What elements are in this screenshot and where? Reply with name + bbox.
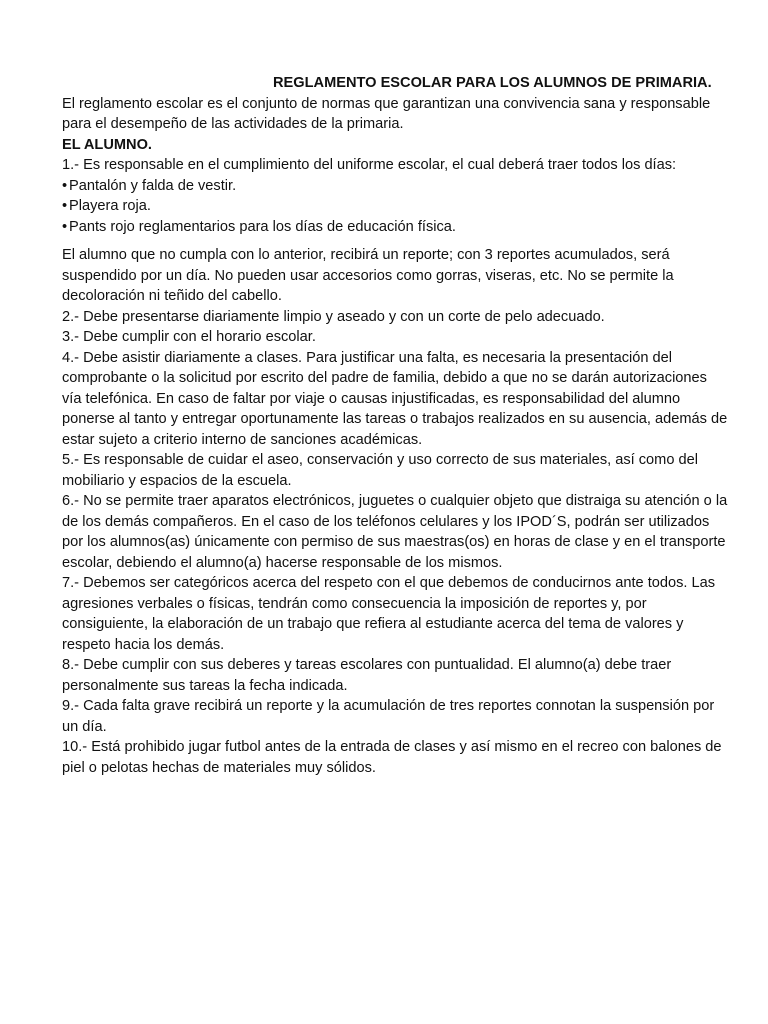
rule-2: 2.- Debe presentarse diariamente limpio y aseado y con un corte de pelo adecuado. xyxy=(62,308,605,325)
rule-9: 9.- Cada falta grave recibirá un reporte y la acumulación de tres reportes connotan la suspensión por un día. xyxy=(62,698,715,735)
bullet-icon: • xyxy=(62,198,68,214)
bullet-item: • Pants rojo reglamentarios para los días de educación física. xyxy=(62,217,730,238)
rule-1-followup: El alumno que no cumpla con lo anterior, recibirá un reporte; con 3 reportes acumulados, será suspendido por un día. No pueden usar accesorios como gorras, viseras, etc. No se permite la decoloración ni teñido del cabello. xyxy=(62,247,674,304)
rule-6: 6.- No se permite traer aparatos electrónicos, juguetes o cualquier objeto que distraiga su atención o la de los demás compañeros. En el caso de los teléfonos celulares y los IPOD´S, podrán ser utilizados por los alumnos(as) únicamente con permiso de sus maestras(os) en horas de clase y en el transporte escolar, debiendo el alumno(a) hacerse responsable de los mismos. xyxy=(62,493,728,571)
rule-8: 8.- Debe cumplir con sus deberes y tareas escolares con puntualidad. El alumno(a) debe traer personalmente sus tareas la fecha indicada. xyxy=(62,657,672,694)
rule-3: 3.- Debe cumplir con el horario escolar. xyxy=(62,329,316,345)
section-heading: EL ALUMNO. xyxy=(62,136,152,153)
rule-7: 7.- Debemos ser categóricos acerca del respeto con el que debemos de conducirnos ante todos. Las agresiones verbales o físicas, tendrán como consecuencia la imposición de reportes y, por consiguiente, la elaboración de un trabajo que refiera al estudiante acerca del tema de valores y respeto hacia los demás. xyxy=(62,575,716,653)
document-title: REGLAMENTO ESCOLAR PARA LOS ALUMNOS DE PRIMARIA. xyxy=(273,75,712,91)
rule-4: 4.- Debe asistir diariamente a clases. Para justificar una falta, es necesaria la presentación del comprobante o la solicitud por escrito del padre de familia, debido a que no se darán autorizaciones vía telefónica. En caso de faltar por viaje o causas injustificadas, es responsabilidad del alumno ponerse al tanto y entregar oportunamente las tareas o trabajos realizados en su ausencia, además de estar sujeto a criterio interno de sanciones académicas. xyxy=(62,349,728,448)
document-body xyxy=(62,73,730,778)
intro-paragraph: El reglamento escolar es el conjunto de normas que garantizan una convivencia sana y responsable para el desempeño de las actividades de la primaria. xyxy=(62,95,711,132)
rule-5: 5.- Es responsable de cuidar el aseo, conservación y uso correcto de sus materiales, así como del mobiliario y espacios de la escuela. xyxy=(62,452,698,489)
bullet-item: • Playera roja. xyxy=(62,196,730,217)
bullet-item: • Pantalón y falda de vestir. xyxy=(62,176,730,197)
rule-10: 10.- Está prohibido jugar futbol antes de la entrada de clases y así mismo en el recreo con balones de piel o pelotas hechas de materiales muy sólidos. xyxy=(62,739,722,776)
bullet-icon: • xyxy=(62,177,68,194)
bullet-icon: • xyxy=(62,218,68,235)
rule-1: 1.- Es responsable en el cumplimiento del uniforme escolar, el cual deberá traer todos los días: xyxy=(62,157,677,173)
